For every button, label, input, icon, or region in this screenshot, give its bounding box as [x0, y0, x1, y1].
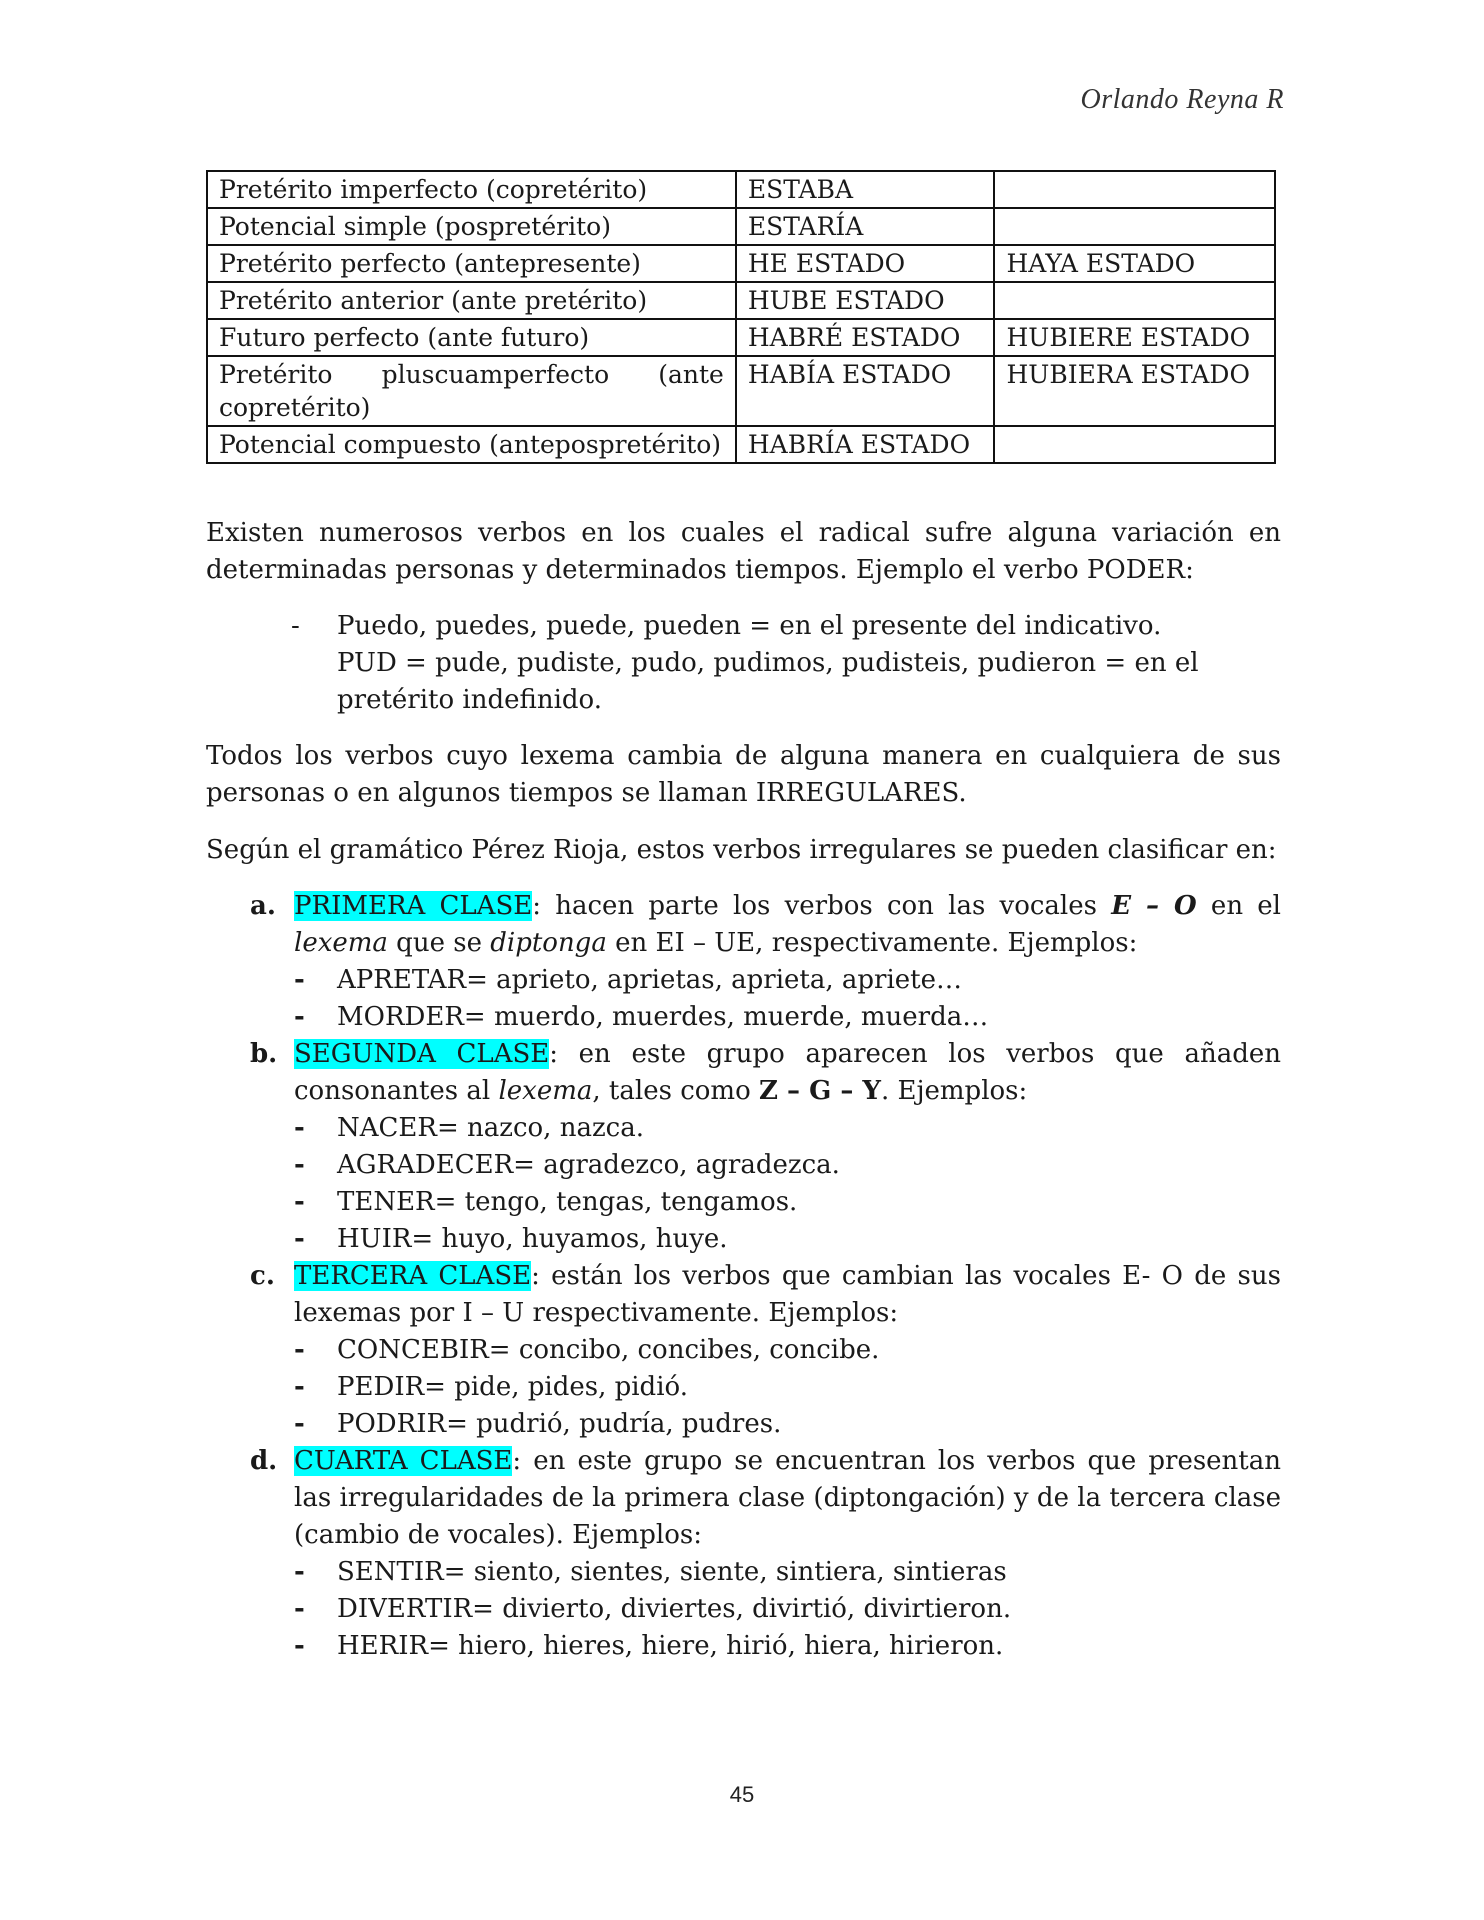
table-cell: ESTABA — [736, 171, 995, 208]
bullet-dash: - — [294, 1150, 305, 1180]
example-text: HERIR= hiero, hieres, hiere, hirió, hiera, hirieron. — [337, 1631, 1004, 1661]
bullet-dash: - — [294, 1224, 305, 1254]
list-letter: b. — [250, 1039, 278, 1069]
text-span: : en este grupo se encuentran los verbos que presentan las irregularidades de la primera clase (diptongación) y de la tercera clase (cambio de vocales). Ejemplos: — [294, 1446, 1281, 1550]
table-cell: HAYA ESTADO — [994, 245, 1275, 282]
text-span: en EI – UE, respectivamente. Ejemplos: — [606, 928, 1138, 958]
text-span: que se — [387, 928, 491, 958]
example-text: SENTIR= siento, sientes, siente, sintiera, sintieras — [337, 1557, 1007, 1587]
bullet-dash: - — [291, 611, 300, 641]
poder-example-bullet — [206, 608, 1281, 719]
class-description — [294, 888, 1281, 962]
class-item-b — [206, 1036, 1281, 1258]
text-span: : hacen parte los verbos con las vocales — [532, 891, 1112, 921]
example-text: MORDER= muerdo, muerdes, muerde, muerda… — [337, 1002, 989, 1032]
bullet-dash: - — [294, 1631, 305, 1661]
bullet-dash: - — [294, 1335, 305, 1365]
table-cell: Futuro perfecto (ante futuro) — [207, 319, 736, 356]
list-item — [294, 1406, 1281, 1443]
table-cell: HUBE ESTADO — [736, 282, 995, 319]
example-text: TENER= tengo, tengas, tengamos. — [337, 1187, 798, 1217]
table-cell: Pretérito perfecto (antepresente) — [207, 245, 736, 282]
example-text: PEDIR= pide, pides, pidió. — [337, 1372, 688, 1402]
intro-paragraph: Existen numerosos verbos en los cuales el radical sufre alguna variación en determinadas personas y determinados tiempos. Ejemplo el verbo PODER: — [206, 518, 1281, 585]
bullet-line: PUD = pude, pudiste, pudo, pudimos, pudisteis, pudieron = en el pretérito indefinido. — [337, 648, 1199, 715]
table-cell: Pretérito imperfecto (copretérito) — [207, 171, 736, 208]
example-text: APRETAR= aprieto, aprietas, aprieta, apriete… — [337, 965, 963, 995]
class-description — [294, 1258, 1281, 1332]
example-text: AGRADECER= agradezco, agradezca. — [337, 1150, 840, 1180]
class-description — [294, 1443, 1281, 1554]
table-cell: Potencial simple (pospretérito) — [207, 208, 736, 245]
list-item — [294, 1332, 1281, 1369]
text-span: : están los verbos que cambian las vocales E- O de sus lexemas por I – U respectivamente. Ejemplos: — [294, 1261, 1281, 1328]
bullet-dash: - — [294, 1594, 305, 1624]
example-text: DIVERTIR= divierto, diviertes, divirtió, divirtieron. — [337, 1594, 1012, 1624]
author-header: Orlando Reyna R — [1080, 84, 1284, 115]
example-text: PODRIR= pudrió, pudría, pudres. — [337, 1409, 782, 1439]
bullet-dash: - — [294, 1372, 305, 1402]
list-item — [294, 999, 1281, 1036]
table-cell: HABÍA ESTADO — [736, 356, 995, 426]
class-item-d — [206, 1443, 1281, 1665]
table-cell: ESTARÍA — [736, 208, 995, 245]
table-cell: HE ESTADO — [736, 245, 995, 282]
term-lexema: lexema — [294, 928, 388, 958]
list-item — [294, 1554, 1281, 1591]
list-item — [294, 1628, 1281, 1665]
page-number: 45 — [729, 1782, 755, 1807]
highlighted-class-name: TERCERA CLASE — [294, 1261, 532, 1291]
vowels: E – O — [1111, 891, 1197, 921]
bullet-dash: - — [294, 1409, 305, 1439]
bullet-dash: - — [294, 1557, 305, 1587]
bullet-dash: - — [294, 1113, 305, 1143]
bullet-dash: - — [294, 965, 305, 995]
bullet-line: Puedo, puedes, puede, pueden = en el presente del indicativo. — [337, 611, 1162, 641]
bullet-dash: - — [294, 1187, 305, 1217]
table-cell: HUBIERE ESTADO — [994, 319, 1275, 356]
list-item — [294, 1369, 1281, 1406]
text-span: en el — [1196, 891, 1281, 921]
table-cell: Pretérito anterior (ante pretérito) — [207, 282, 736, 319]
table-cell: Potencial compuesto (antepospretérito) — [207, 426, 736, 463]
list-item — [294, 1147, 1281, 1184]
list-item — [294, 1110, 1281, 1147]
example-text: CONCEBIR= concibo, concibes, concibe. — [337, 1335, 880, 1365]
text-span: , tales como — [592, 1076, 759, 1106]
table-cell: HUBIERA ESTADO — [994, 356, 1275, 426]
table-cell: Pretérito pluscuamperfecto (ante copretérito) — [207, 356, 736, 426]
consonants: Z – G – Y — [758, 1076, 881, 1106]
highlighted-class-name: CUARTA CLASE — [294, 1446, 513, 1476]
example-text: NACER= nazco, nazca. — [337, 1113, 644, 1143]
irregulares-paragraph: Todos los verbos cuyo lexema cambia de alguna manera en cualquiera de sus personas o en algunos tiempos se llaman IRREGULARES. — [206, 741, 1281, 808]
table-cell: HABRÉ ESTADO — [736, 319, 995, 356]
class-description — [294, 1036, 1281, 1110]
bullet-dash: - — [294, 1002, 305, 1032]
list-letter: a. — [250, 891, 276, 921]
text-span: . Ejemplos: — [880, 1076, 1028, 1106]
term-lexema: lexema — [498, 1076, 593, 1106]
example-text: HUIR= huyo, huyamos, huye. — [337, 1224, 728, 1254]
class-item-c — [206, 1258, 1281, 1443]
highlighted-class-name: SEGUNDA CLASE — [294, 1039, 550, 1069]
body-text — [206, 0, 1281, 1920]
list-item — [294, 1184, 1281, 1221]
class-list — [206, 888, 1281, 1665]
term-diptonga: diptonga — [490, 928, 607, 958]
class-item-a — [206, 888, 1281, 1036]
list-item — [294, 962, 1281, 999]
table-cell: HABRÍA ESTADO — [736, 426, 995, 463]
list-item — [294, 1591, 1281, 1628]
list-letter: d. — [250, 1446, 278, 1476]
clasificacion-paragraph: Según el gramático Pérez Rioja, estos verbos irregulares se pueden clasificar en: — [206, 835, 1277, 865]
highlighted-class-name: PRIMERA CLASE — [294, 891, 533, 921]
text-span: : en este grupo aparecen los verbos que añaden consonantes al — [294, 1039, 1281, 1106]
list-item — [294, 1221, 1281, 1258]
list-letter: c. — [250, 1261, 275, 1291]
